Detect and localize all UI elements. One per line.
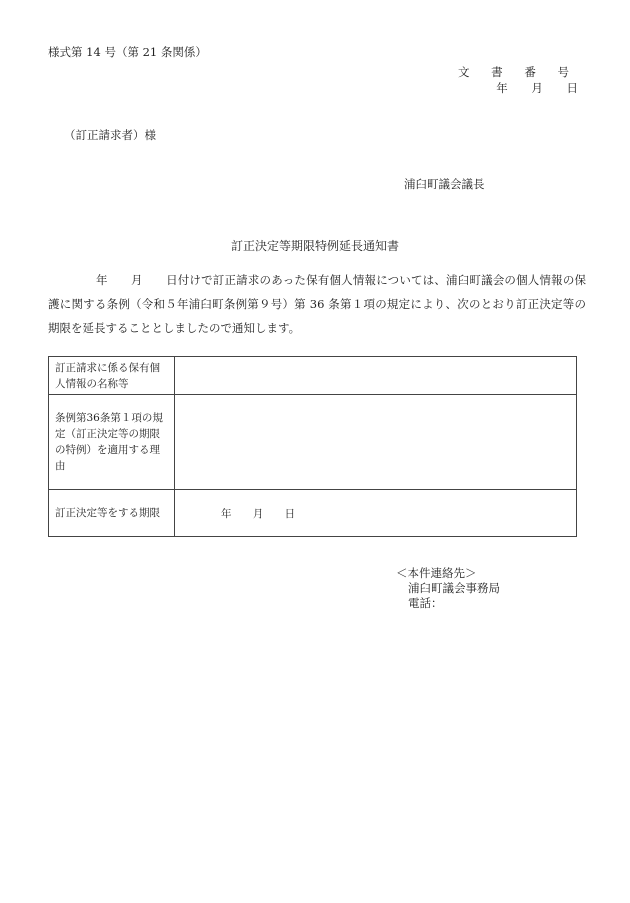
contact-heading: ＜本件連絡先＞ xyxy=(396,566,477,580)
form-number: 様式第 14 号（第 21 条関係） xyxy=(48,45,207,59)
body-paragraph xyxy=(48,268,586,340)
contact-office: 浦臼町議会事務局 xyxy=(408,581,500,595)
document-date-label: 年 月 日 xyxy=(496,81,578,95)
body-date-placeholder: 年 月 日付けで xyxy=(96,273,213,287)
row-label-info-name: 訂正請求に係る保有個人情報の名称等 xyxy=(49,357,175,395)
table-row xyxy=(49,490,577,537)
info-table xyxy=(48,356,577,537)
contact-block xyxy=(396,566,500,611)
body-text: 訂正請求のあった保有個人情報については、浦臼町議会の個人情報の保護に関する条例（令和５年浦臼町条例第９号）第 36 条第１項の規定により、次のとおり訂正決定等の期限を延長することとしましたので通知します。 xyxy=(48,273,587,335)
sender-line: 浦臼町議会議長 xyxy=(404,177,485,191)
row-label-deadline: 訂正決定等をする期限 xyxy=(49,490,175,537)
table-row xyxy=(49,357,577,395)
document-title: 訂正決定等期限特例延長通知書 xyxy=(230,239,399,253)
recipient-line: （訂正請求者）様 xyxy=(64,128,156,142)
contact-phone: 電話： xyxy=(408,596,443,610)
row-label-reason: 条例第36条第１項の規定（訂正決定等の期限の特例）を適用する理由 xyxy=(49,395,175,490)
row-value-deadline: 年 月 日 xyxy=(175,490,577,537)
table-row xyxy=(49,395,577,490)
row-value-reason xyxy=(175,395,577,490)
row-value-info-name xyxy=(175,357,577,395)
document-number-label: 文 書 番 号 xyxy=(458,65,578,79)
